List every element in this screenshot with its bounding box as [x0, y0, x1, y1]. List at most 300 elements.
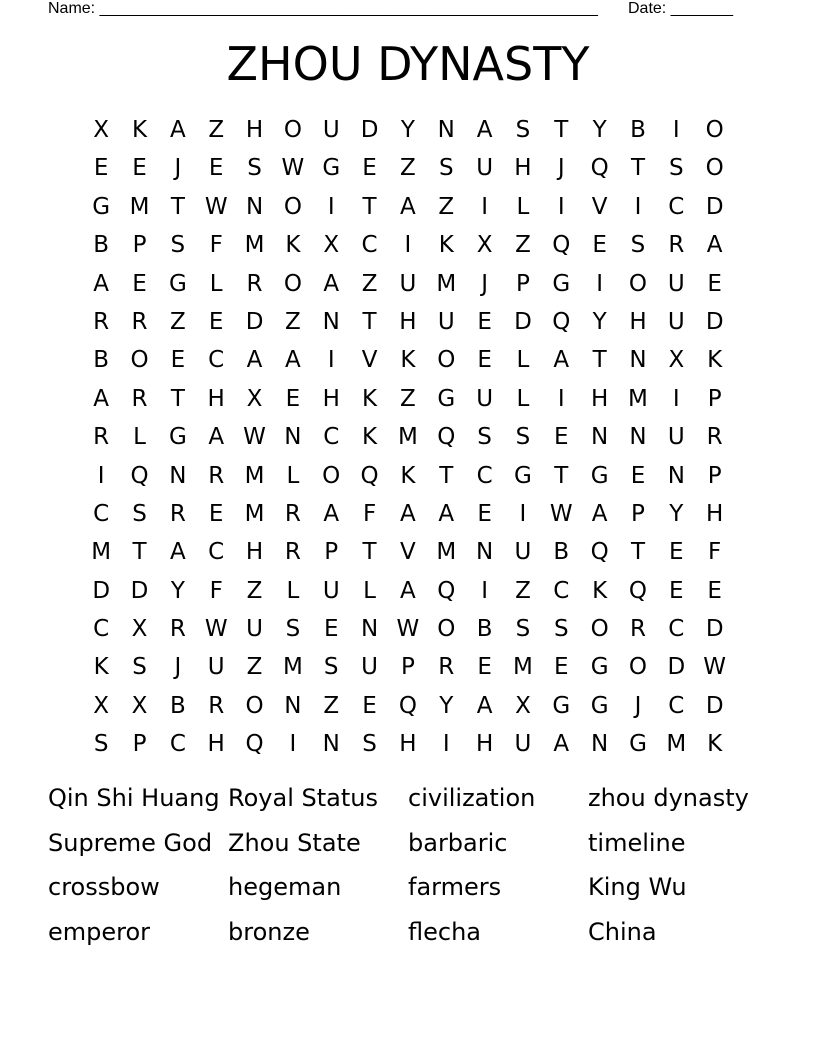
- grid-letter[interactable]: J: [634, 692, 642, 719]
- grid-letter[interactable]: L: [516, 193, 530, 220]
- grid-letter[interactable]: G: [590, 462, 609, 489]
- grid-letter[interactable]: U: [322, 117, 340, 143]
- grid-letter[interactable]: H: [207, 731, 225, 758]
- grid-letter[interactable]: G: [168, 270, 187, 297]
- grid-letter[interactable]: S: [553, 616, 569, 643]
- grid-letter[interactable]: N: [629, 424, 647, 451]
- grid-letter[interactable]: T: [362, 308, 377, 335]
- grid-letter[interactable]: A: [706, 232, 723, 259]
- grid-letter[interactable]: I: [634, 193, 642, 220]
- grid-letter[interactable]: E: [285, 385, 301, 412]
- grid-letter[interactable]: A: [476, 692, 493, 719]
- grid-letter[interactable]: M: [436, 539, 457, 566]
- grid-letter[interactable]: A: [400, 577, 416, 604]
- grid-letter[interactable]: P: [516, 270, 530, 297]
- grid-letter[interactable]: D: [360, 117, 379, 143]
- grid-letter[interactable]: P: [132, 731, 147, 758]
- grid-letter[interactable]: A: [476, 117, 493, 143]
- grid-letter[interactable]: R: [284, 500, 301, 527]
- grid-letter[interactable]: Z: [208, 117, 225, 143]
- grid-letter[interactable]: O: [437, 616, 456, 643]
- word-list-item: emperor: [48, 917, 151, 946]
- grid-letter[interactable]: X: [668, 347, 685, 374]
- grid-letter[interactable]: Z: [246, 654, 263, 681]
- grid-letter[interactable]: U: [437, 308, 455, 335]
- grid-letter[interactable]: I: [481, 577, 488, 604]
- grid-row: [82, 648, 734, 686]
- grid-letter[interactable]: X: [93, 117, 110, 143]
- grid-letter[interactable]: X: [246, 385, 263, 412]
- grid-letter[interactable]: L: [516, 385, 530, 412]
- grid-letter[interactable]: A: [438, 500, 455, 527]
- grid-letter[interactable]: Q: [552, 232, 571, 259]
- grid-letter[interactable]: S: [93, 731, 109, 758]
- grid-letter[interactable]: Q: [628, 577, 648, 604]
- grid-letter[interactable]: U: [322, 577, 340, 604]
- grid-letter[interactable]: T: [554, 117, 569, 143]
- grid-letter[interactable]: W: [703, 654, 727, 681]
- grid-letter[interactable]: R: [169, 616, 186, 643]
- grid-letter[interactable]: G: [437, 385, 456, 412]
- grid-letter[interactable]: C: [208, 539, 225, 566]
- grid-letter[interactable]: E: [208, 155, 224, 182]
- grid-letter[interactable]: O: [437, 347, 456, 374]
- grid-letter[interactable]: K: [362, 385, 378, 412]
- grid-letter[interactable]: J: [557, 155, 565, 182]
- grid-letter[interactable]: U: [399, 270, 417, 297]
- grid-letter[interactable]: E: [669, 539, 684, 566]
- grid-letter[interactable]: E: [208, 500, 224, 527]
- grid-letter[interactable]: D: [705, 308, 724, 335]
- name-line: Name: ________________________________________________________: [48, 0, 598, 17]
- grid-letter[interactable]: B: [93, 232, 110, 259]
- grid-letter[interactable]: V: [591, 193, 608, 220]
- grid-letter[interactable]: D: [667, 654, 686, 681]
- grid-letter[interactable]: S: [477, 424, 492, 451]
- grid-letter[interactable]: E: [362, 692, 377, 719]
- grid-letter[interactable]: Z: [246, 577, 263, 604]
- grid-letter[interactable]: U: [667, 308, 685, 335]
- grid-letter[interactable]: Z: [400, 385, 416, 412]
- grid-letter[interactable]: S: [323, 654, 339, 681]
- grid-letter[interactable]: I: [404, 232, 412, 259]
- grid-letter[interactable]: N: [245, 193, 264, 220]
- grid-letter[interactable]: N: [284, 424, 302, 451]
- grid-letter[interactable]: A: [208, 424, 225, 451]
- grid-letter[interactable]: H: [245, 117, 264, 143]
- grid-letter[interactable]: N: [437, 117, 455, 143]
- grid-letter[interactable]: E: [477, 308, 492, 335]
- grid-letter[interactable]: I: [672, 117, 680, 143]
- grid-letter[interactable]: D: [705, 692, 724, 719]
- grid-letter[interactable]: U: [514, 539, 532, 566]
- grid-letter[interactable]: S: [247, 155, 262, 182]
- grid-letter[interactable]: U: [361, 654, 378, 681]
- grid-letter[interactable]: K: [285, 232, 301, 259]
- grid-letter[interactable]: E: [132, 155, 147, 182]
- grid-letter[interactable]: M: [282, 654, 303, 681]
- grid-letter[interactable]: P: [631, 500, 645, 527]
- grid-letter[interactable]: S: [438, 155, 454, 182]
- grid-letter[interactable]: K: [592, 577, 608, 604]
- grid-letter[interactable]: N: [476, 539, 494, 566]
- grid-letter[interactable]: K: [438, 232, 454, 259]
- grid-letter[interactable]: T: [439, 462, 454, 489]
- grid-letter[interactable]: R: [208, 692, 225, 719]
- grid-letter[interactable]: I: [596, 270, 604, 297]
- grid-letter[interactable]: A: [246, 347, 263, 374]
- word-list-item: hegeman: [228, 873, 342, 901]
- grid-letter[interactable]: X: [323, 232, 340, 259]
- grid-letter[interactable]: A: [400, 500, 416, 527]
- grid-letter[interactable]: C: [476, 462, 493, 489]
- grid-letter[interactable]: Q: [398, 692, 417, 719]
- grid-letter[interactable]: S: [170, 232, 186, 259]
- grid-letter[interactable]: R: [246, 270, 263, 297]
- grid-letter[interactable]: P: [324, 539, 339, 566]
- grid-letter[interactable]: E: [707, 577, 722, 604]
- grid-letter[interactable]: F: [209, 232, 223, 259]
- grid-letter[interactable]: Z: [323, 692, 340, 719]
- grid-letter[interactable]: Y: [669, 500, 684, 527]
- grid-letter[interactable]: Q: [590, 155, 609, 182]
- grid-letter[interactable]: E: [477, 654, 492, 681]
- grid-letter[interactable]: F: [708, 539, 722, 566]
- grid-letter[interactable]: S: [362, 731, 377, 758]
- grid-letter[interactable]: W: [204, 616, 228, 643]
- grid-letter[interactable]: A: [591, 500, 608, 527]
- grid-letter[interactable]: D: [514, 308, 532, 335]
- grid-letter[interactable]: L: [209, 270, 223, 297]
- grid-letter[interactable]: Y: [400, 117, 415, 143]
- grid-letter[interactable]: S: [285, 616, 301, 643]
- grid-letter[interactable]: T: [170, 385, 185, 412]
- grid-letter[interactable]: E: [93, 155, 109, 182]
- grid-letter[interactable]: N: [591, 731, 609, 758]
- grid-letter[interactable]: R: [668, 232, 685, 259]
- grid-letter[interactable]: C: [323, 424, 340, 451]
- grid-letter[interactable]: M: [513, 654, 533, 681]
- grid-letter[interactable]: T: [630, 539, 646, 566]
- grid-letter[interactable]: N: [169, 462, 187, 489]
- grid-row: [82, 303, 734, 341]
- grid-letter[interactable]: T: [362, 539, 377, 566]
- grid-letter[interactable]: O: [590, 616, 609, 643]
- grid-letter[interactable]: E: [669, 577, 684, 604]
- grid-letter[interactable]: I: [327, 347, 335, 374]
- grid-letter[interactable]: R: [208, 462, 225, 489]
- grid-letter[interactable]: E: [362, 155, 377, 182]
- grid-letter[interactable]: A: [400, 193, 416, 220]
- grid-letter[interactable]: A: [93, 385, 110, 412]
- grid-letter[interactable]: E: [554, 424, 569, 451]
- grid-letter[interactable]: U: [476, 385, 494, 412]
- grid-letter[interactable]: U: [667, 270, 685, 297]
- grid-letter[interactable]: B: [93, 347, 110, 374]
- grid-letter[interactable]: T: [170, 193, 185, 220]
- grid-letter[interactable]: E: [630, 462, 646, 489]
- grid-letter[interactable]: O: [245, 692, 264, 719]
- grid-letter[interactable]: R: [93, 424, 110, 451]
- grid-letter[interactable]: H: [399, 308, 417, 335]
- grid-letter[interactable]: P: [707, 462, 722, 489]
- grid-letter[interactable]: M: [666, 731, 687, 758]
- grid-letter[interactable]: M: [628, 385, 648, 412]
- grid-letter[interactable]: P: [400, 654, 415, 681]
- grid-letter[interactable]: D: [705, 193, 724, 220]
- grid-letter[interactable]: N: [322, 731, 340, 758]
- grid-letter[interactable]: U: [207, 654, 225, 681]
- grid-letter[interactable]: X: [131, 616, 148, 643]
- grid-letter[interactable]: R: [629, 616, 646, 643]
- grid-letter[interactable]: H: [207, 385, 225, 412]
- grid-letter[interactable]: K: [131, 117, 148, 143]
- grid-letter[interactable]: G: [514, 462, 532, 489]
- grid-letter[interactable]: X: [93, 692, 110, 719]
- grid-letter[interactable]: B: [169, 692, 186, 719]
- grid-letter[interactable]: I: [557, 193, 565, 220]
- grid-letter[interactable]: Q: [552, 308, 571, 335]
- grid-letter[interactable]: G: [629, 731, 647, 758]
- grid-letter[interactable]: A: [169, 117, 186, 143]
- grid-letter[interactable]: K: [400, 462, 416, 489]
- grid-letter[interactable]: R: [706, 424, 723, 451]
- grid-row: [82, 111, 734, 149]
- grid-letter[interactable]: Z: [400, 155, 416, 182]
- grid-letter[interactable]: O: [322, 462, 341, 489]
- grid-letter[interactable]: O: [705, 117, 724, 143]
- grid-letter[interactable]: C: [668, 616, 685, 643]
- grid-letter[interactable]: W: [243, 424, 266, 451]
- grid-letter[interactable]: H: [475, 731, 494, 758]
- grid-letter[interactable]: D: [130, 577, 149, 604]
- grid-letter[interactable]: I: [97, 462, 105, 489]
- grid-letter[interactable]: P: [132, 232, 147, 259]
- grid-letter[interactable]: K: [707, 731, 723, 758]
- grid-letter[interactable]: N: [667, 462, 685, 489]
- grid-letter[interactable]: C: [208, 347, 225, 374]
- grid-letter[interactable]: V: [361, 347, 378, 374]
- grid-letter[interactable]: U: [514, 731, 532, 758]
- grid-letter[interactable]: E: [170, 347, 186, 374]
- grid-letter[interactable]: Y: [170, 577, 185, 604]
- grid-letter[interactable]: I: [289, 731, 297, 758]
- grid-letter[interactable]: H: [590, 385, 609, 412]
- grid-letter[interactable]: U: [667, 424, 685, 451]
- grid-letter[interactable]: Z: [515, 577, 531, 604]
- grid-letter[interactable]: Q: [437, 577, 456, 604]
- grid-letter[interactable]: Z: [438, 193, 455, 220]
- grid-letter[interactable]: P: [707, 385, 722, 412]
- grid-letter[interactable]: E: [477, 347, 492, 374]
- grid-letter[interactable]: C: [93, 500, 110, 527]
- grid-letter[interactable]: A: [285, 347, 301, 374]
- grid-letter[interactable]: M: [397, 424, 418, 451]
- grid-letter[interactable]: N: [322, 308, 340, 335]
- grid-letter[interactable]: N: [629, 347, 647, 374]
- grid-letter[interactable]: E: [208, 308, 224, 335]
- grid-letter[interactable]: I: [672, 385, 680, 412]
- grid-letter[interactable]: T: [132, 539, 147, 566]
- grid-letter[interactable]: T: [362, 193, 377, 220]
- grid-letter[interactable]: G: [322, 155, 341, 182]
- grid-letter[interactable]: Z: [361, 270, 378, 297]
- grid-letter[interactable]: U: [246, 616, 263, 643]
- grid-letter[interactable]: B: [630, 117, 646, 143]
- grid-letter[interactable]: J: [174, 155, 182, 182]
- grid-letter[interactable]: K: [400, 347, 416, 374]
- grid-letter[interactable]: I: [442, 731, 450, 758]
- word-list-item: King Wu: [588, 873, 687, 901]
- grid-letter[interactable]: O: [283, 193, 302, 220]
- grid-letter[interactable]: B: [553, 539, 570, 566]
- grid-letter[interactable]: Y: [439, 692, 454, 719]
- grid-letter[interactable]: G: [168, 424, 187, 451]
- grid-letter[interactable]: W: [281, 155, 305, 182]
- grid-letter[interactable]: K: [362, 424, 378, 451]
- grid-letter[interactable]: G: [92, 193, 111, 220]
- grid-letter[interactable]: C: [553, 577, 570, 604]
- grid-letter[interactable]: E: [132, 270, 147, 297]
- grid-letter[interactable]: S: [515, 117, 531, 143]
- grid-letter[interactable]: J: [481, 270, 488, 297]
- grid-letter[interactable]: A: [553, 731, 570, 758]
- grid-letter[interactable]: Y: [592, 117, 607, 143]
- grid-letter[interactable]: Q: [360, 462, 379, 489]
- grid-letter[interactable]: H: [322, 385, 340, 412]
- grid-letter[interactable]: O: [283, 117, 302, 143]
- grid-letter[interactable]: R: [93, 308, 110, 335]
- grid-letter[interactable]: S: [669, 155, 684, 182]
- grid-letter[interactable]: M: [436, 270, 457, 297]
- grid-letter[interactable]: H: [629, 308, 647, 335]
- grid-letter[interactable]: E: [477, 500, 492, 527]
- grid-letter[interactable]: K: [93, 654, 109, 681]
- grid-letter[interactable]: K: [707, 347, 723, 374]
- grid-letter[interactable]: Q: [245, 731, 264, 758]
- grid-letter[interactable]: H: [514, 155, 532, 182]
- grid-letter[interactable]: C: [361, 232, 378, 259]
- grid-letter[interactable]: O: [130, 347, 149, 374]
- grid-letter[interactable]: A: [93, 270, 110, 297]
- grid-letter[interactable]: L: [516, 347, 530, 374]
- grid-letter[interactable]: G: [552, 270, 571, 297]
- grid-letter[interactable]: M: [91, 539, 112, 566]
- grid-letter[interactable]: Q: [590, 539, 609, 566]
- grid-letter[interactable]: J: [174, 654, 182, 681]
- grid-letter[interactable]: H: [399, 731, 417, 758]
- grid-letter[interactable]: O: [628, 654, 648, 681]
- grid-letter[interactable]: X: [131, 692, 148, 719]
- grid-letter[interactable]: I: [327, 193, 335, 220]
- grid-letter[interactable]: D: [245, 308, 264, 335]
- grid-letter[interactable]: Q: [437, 424, 456, 451]
- grid-letter[interactable]: I: [481, 193, 488, 220]
- grid-letter[interactable]: W: [549, 500, 573, 527]
- grid-row: [82, 495, 734, 533]
- grid-letter[interactable]: S: [515, 616, 531, 643]
- grid-letter[interactable]: C: [169, 731, 186, 758]
- grid-letter[interactable]: B: [476, 616, 493, 643]
- grid-letter[interactable]: S: [515, 424, 531, 451]
- grid-letter[interactable]: G: [552, 692, 571, 719]
- grid-letter[interactable]: N: [591, 424, 609, 451]
- grid-letter[interactable]: O: [705, 155, 724, 182]
- grid-row: [82, 725, 734, 763]
- grid-letter[interactable]: C: [668, 692, 685, 719]
- grid-letter[interactable]: R: [169, 500, 186, 527]
- grid-letter[interactable]: M: [244, 462, 265, 489]
- grid-letter[interactable]: I: [557, 385, 565, 412]
- grid-letter[interactable]: F: [362, 500, 377, 527]
- grid-letter[interactable]: N: [360, 616, 379, 643]
- grid-letter[interactable]: O: [283, 270, 302, 297]
- grid-letter[interactable]: T: [554, 462, 569, 489]
- grid-letter[interactable]: L: [286, 462, 300, 489]
- grid-letter[interactable]: X: [515, 692, 531, 719]
- grid-letter[interactable]: M: [244, 500, 265, 527]
- grid-letter[interactable]: M: [244, 232, 265, 259]
- grid-letter[interactable]: C: [668, 193, 685, 220]
- grid-letter[interactable]: A: [323, 500, 340, 527]
- grid-letter[interactable]: E: [707, 270, 722, 297]
- grid-letter[interactable]: R: [438, 654, 455, 681]
- grid-letter[interactable]: Z: [169, 308, 186, 335]
- grid-letter[interactable]: U: [476, 155, 494, 182]
- grid-letter[interactable]: X: [476, 232, 493, 259]
- grid-letter[interactable]: E: [592, 232, 607, 259]
- grid-letter[interactable]: L: [363, 577, 376, 604]
- grid-letter[interactable]: M: [129, 193, 150, 220]
- grid-letter[interactable]: Z: [285, 308, 301, 335]
- grid-letter[interactable]: E: [554, 654, 569, 681]
- grid-letter[interactable]: A: [553, 347, 570, 374]
- grid-letter[interactable]: L: [286, 577, 300, 604]
- grid-letter[interactable]: R: [131, 308, 148, 335]
- grid-letter[interactable]: A: [323, 270, 340, 297]
- grid-letter[interactable]: G: [590, 692, 609, 719]
- grid-letter[interactable]: R: [284, 539, 301, 566]
- grid-letter[interactable]: S: [132, 500, 147, 527]
- grid-letter[interactable]: D: [92, 577, 111, 604]
- grid-letter[interactable]: S: [132, 654, 147, 681]
- grid-letter[interactable]: W: [396, 616, 420, 643]
- grid-letter[interactable]: Y: [592, 308, 607, 335]
- grid-letter[interactable]: L: [133, 424, 146, 451]
- grid-letter[interactable]: T: [592, 347, 607, 374]
- grid-letter[interactable]: E: [323, 616, 339, 643]
- grid-letter[interactable]: H: [245, 539, 264, 566]
- grid-letter[interactable]: R: [131, 385, 148, 412]
- grid-letter[interactable]: S: [630, 232, 646, 259]
- grid-letter[interactable]: O: [628, 270, 648, 297]
- grid-letter[interactable]: I: [519, 500, 527, 527]
- grid-letter[interactable]: G: [590, 654, 609, 681]
- grid-letter[interactable]: A: [169, 539, 186, 566]
- grid-letter[interactable]: V: [400, 539, 416, 566]
- grid-letter[interactable]: C: [93, 616, 110, 643]
- grid-letter[interactable]: N: [284, 692, 302, 719]
- grid-letter[interactable]: H: [706, 500, 724, 527]
- grid-letter[interactable]: Z: [515, 232, 531, 259]
- grid-letter[interactable]: T: [630, 155, 646, 182]
- grid-row: [82, 341, 734, 379]
- grid-letter[interactable]: F: [209, 577, 223, 604]
- grid-letter[interactable]: Q: [130, 462, 149, 489]
- grid-row: [82, 188, 734, 226]
- grid-letter[interactable]: W: [204, 193, 228, 220]
- grid-letter[interactable]: D: [705, 616, 724, 643]
